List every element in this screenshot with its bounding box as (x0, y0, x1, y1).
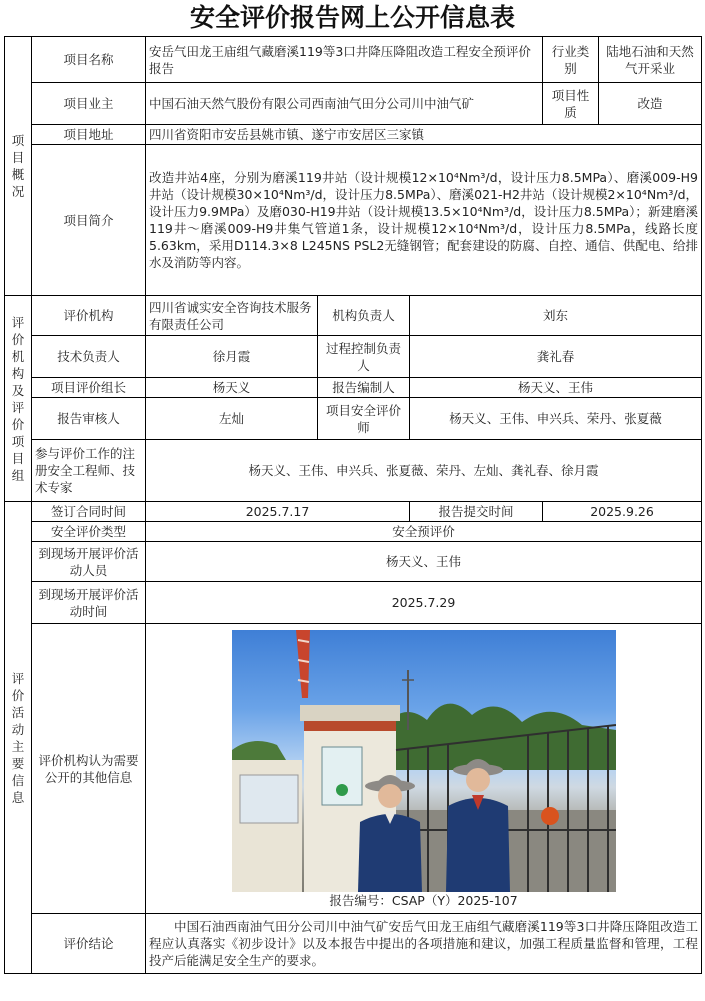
contract-date-label: 签订合同时间 (32, 502, 146, 522)
tech-head-value: 徐月霞 (146, 336, 318, 378)
safety-assessors-value: 杨天义、王伟、申兴兵、荣丹、张夏薇 (410, 398, 702, 440)
owner-label: 项目业主 (32, 83, 146, 125)
nature-value: 改造 (599, 83, 702, 125)
safety-assessor-label: 项目安全评价师 (318, 398, 410, 440)
conclusion-label: 评价结论 (32, 914, 146, 974)
agency-head-label: 机构负责人 (318, 296, 410, 336)
reviewer-value: 左灿 (146, 398, 318, 440)
onsite-staff-label: 到现场开展评价活动人员 (32, 542, 146, 582)
other-info-label: 评价机构认为需要公开的其他信息 (32, 624, 146, 914)
industry-label: 行业类别 (543, 37, 599, 83)
site-photo (232, 630, 616, 892)
agency-value: 四川省诚实安全咨询技术服务有限责任公司 (146, 296, 318, 336)
team-leader-value: 杨天义 (146, 378, 318, 398)
owner-value: 中国石油天然气股份有限公司西南油气田分公司川中油气矿 (146, 83, 543, 125)
nature-label: 项目性质 (543, 83, 599, 125)
section-activity: 评价活动主要信息 (5, 502, 32, 974)
address-value: 四川省资阳市安岳县姚市镇、遂宁市安居区三家镇 (146, 125, 702, 145)
agency-label: 评价机构 (32, 296, 146, 336)
onsite-date-label: 到现场开展评价活动时间 (32, 582, 146, 624)
onsite-staff-value: 杨天义、王伟 (146, 542, 702, 582)
contract-date-value: 2025.7.17 (146, 502, 410, 522)
assessment-type-label: 安全评价类型 (32, 522, 146, 542)
process-ctrl-value: 龚礼春 (410, 336, 702, 378)
photo-cell (146, 624, 702, 914)
info-table (4, 36, 702, 974)
submit-date-value: 2025.9.26 (543, 502, 702, 522)
conclusion-text: 中国石油西南油气田分公司川中油气矿安岳气田龙王庙组气藏磨溪119等3口井降压降阻改造工程应认真落实《初步设计》以及本报告中提出的各项措施和建议，加强工程质量监督和管理，工程投产后能满足安全生产的要求。 (146, 914, 702, 974)
reviewer-label: 报告审核人 (32, 398, 146, 440)
tech-head-label: 技术负责人 (32, 336, 146, 378)
intro-label: 项目简介 (32, 145, 146, 296)
report-author-label: 报告编制人 (318, 378, 410, 398)
participants-value: 杨天义、王伟、申兴兵、张夏薇、荣丹、左灿、龚礼春、徐月霞 (146, 440, 702, 502)
intro-text: 改造井站4座，分别为磨溪119井站（设计规模12×10⁴Nm³/d，设计压力8.5MPa）、磨溪009-H9井站（设计规模30×10⁴Nm³/d，设计压力8.5MPa）、磨溪021-H2井站（设计规模2×10⁴Nm³/d，设计压力9.9MPa）及磨030-H19井站（设计规模13.5×10⁴Nm³/d，设计压力8.5MPa）；新建磨溪119井～磨溪009-H9井集气管道1条，设计规模12×10⁴Nm³/d，设计压力8.5MPa，线路长度5.63km，采用D114.3×8 L245NS PSL2无缝钢管；配套建设的防腐、自控、通信、供配电、给排水及消防等内容。 (146, 145, 702, 296)
project-name: 安岳气田龙王庙组气藏磨溪119等3口井降压降阻改造工程安全预评价报告 (146, 37, 543, 83)
process-ctrl-label: 过程控制负责人 (318, 336, 410, 378)
page-title: 安全评价报告网上公开信息表 (189, 3, 515, 32)
participants-label: 参与评价工作的注册安全工程师、技术专家 (32, 440, 146, 502)
agency-head-value: 刘东 (410, 296, 702, 336)
team-leader-label: 项目评价组长 (32, 378, 146, 398)
onsite-date-value: 2025.7.29 (146, 582, 702, 624)
submit-date-label: 报告提交时间 (410, 502, 543, 522)
section-org: 评价机构及评价项目组 (5, 296, 32, 502)
address-label: 项目地址 (32, 125, 146, 145)
section-overview: 项目概况 (5, 37, 32, 296)
assessment-type-value: 安全预评价 (146, 522, 702, 542)
site-photo-illustration (232, 630, 616, 892)
project-name-label: 项目名称 (32, 37, 146, 83)
report-author-value: 杨天义、王伟 (410, 378, 702, 398)
industry-value: 陆地石油和天然气开采业 (599, 37, 702, 83)
report-number: 报告编号：CSAP（Y）2025-107 (329, 893, 518, 908)
